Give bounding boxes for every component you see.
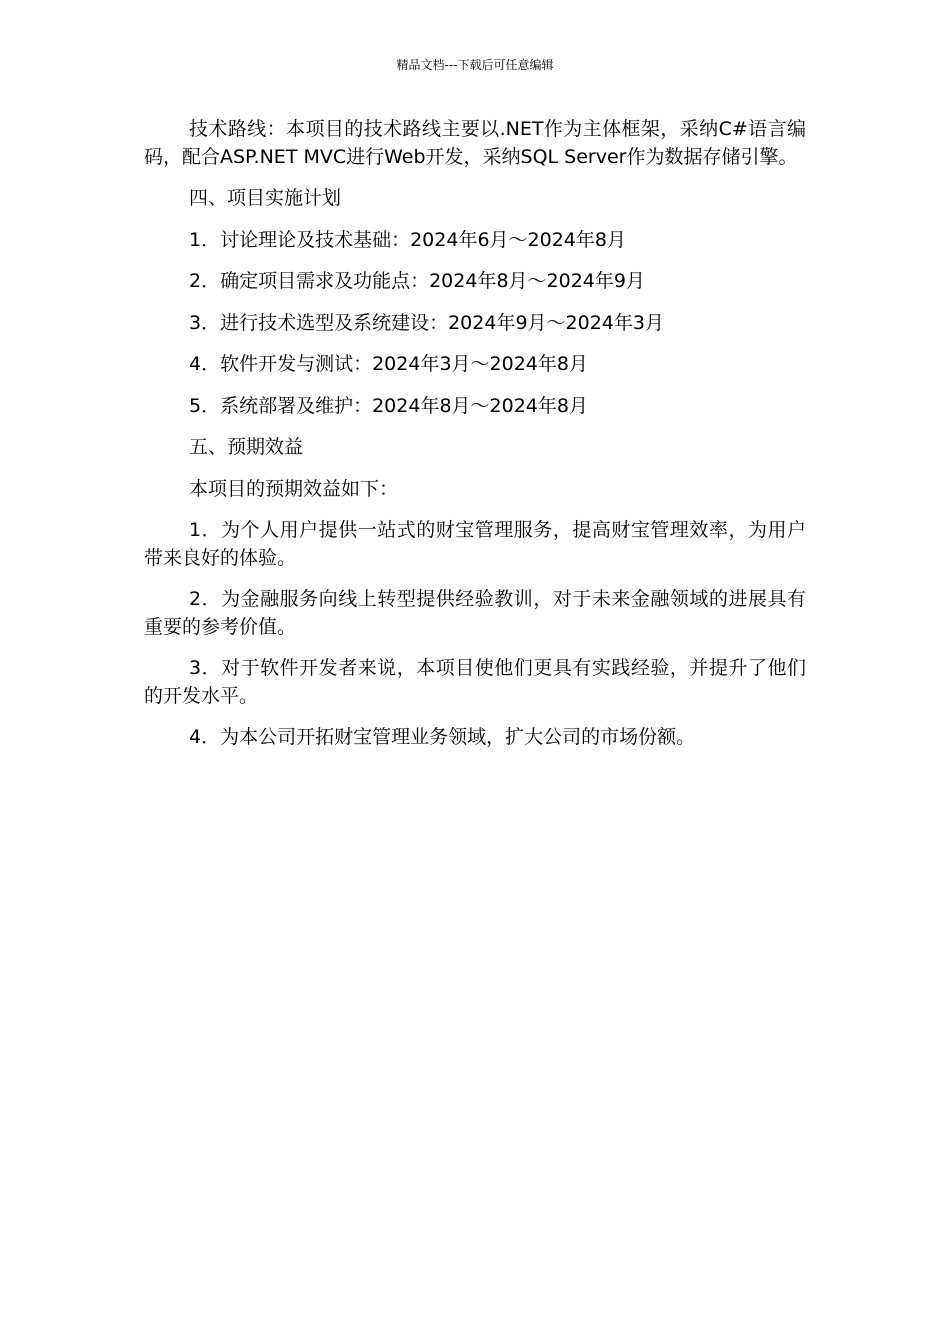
plan-item-2: 2．确定项目需求及功能点：2024年8月～2024年9月 — [189, 270, 645, 292]
benefits-intro: 本项目的预期效益如下： — [189, 477, 399, 500]
plan-item-5: 5．系统部署及维护：2024年8月～2024年8月 — [189, 394, 588, 417]
benefit-item-1: 1．为个人用户提供一站式的财宝管理服务，提高财宝管理效率，为用户带来良好的体验。 — [144, 519, 806, 569]
section-heading-plan: 四、项目实施计划 — [189, 187, 342, 209]
plan-item-3: 3．进行技术选型及系统建设：2024年9月～2024年3月 — [189, 311, 664, 334]
section-heading-benefits: 五、预期效益 — [189, 436, 304, 458]
plan-item-1: 1．讨论理论及技术基础：2024年6月～2024年8月 — [189, 228, 626, 251]
paragraph-tech-route: 技术路线：本项目的技术路线主要以.NET作为主体框架，采纳C#语言编码，配合ASP.NET MVC进行Web开发，采纳SQL Server作为数据存储引擎。 — [144, 118, 806, 168]
benefit-item-3: 3．对于软件开发者来说，本项目使他们更具有实践经验，并提升了他们的开发水平。 — [144, 657, 806, 707]
benefit-item-4: 4．为本公司开拓财宝管理业务领域，扩大公司的市场份额。 — [189, 726, 696, 748]
benefit-item-2: 2．为金融服务向线上转型提供经验教训，对于未来金融领域的进展具有重要的参考价值。 — [144, 588, 806, 638]
page-header: 精品文档---下载后可任意编辑 — [396, 58, 554, 72]
plan-item-4: 4．软件开发与测试：2024年3月～2024年8月 — [189, 353, 588, 375]
document-body — [144, 115, 806, 765]
